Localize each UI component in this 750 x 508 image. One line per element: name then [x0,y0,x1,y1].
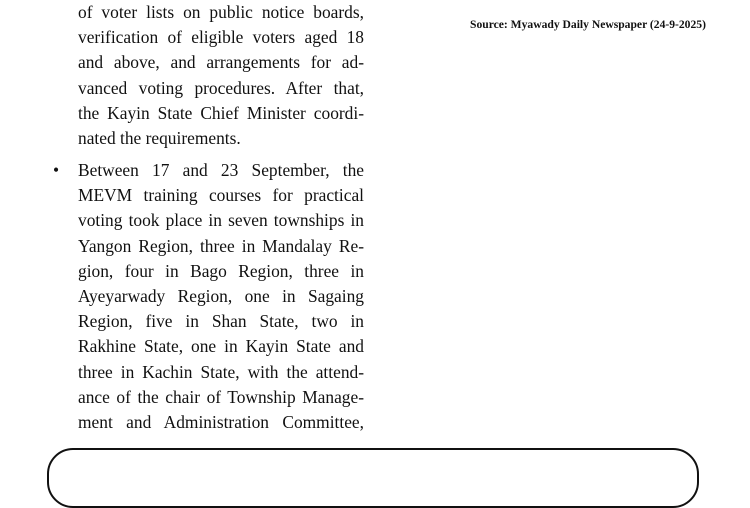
bullet-line: MEVM training courses for practical [78,185,364,206]
source-credit: Source: Myawady Daily Newspaper (24-9-2025) [470,18,706,31]
paragraph-line: vanced voting procedures. After that, [78,77,364,98]
paragraph-line: nated the requirements. [78,128,241,149]
bullet-line: ance of the chair of Township Manage- [78,386,364,407]
bullet-line: Rakhine State, one in Kayin State and [78,336,364,357]
paragraph-line: the Kayin State Chief Minister coordi- [78,102,364,123]
bullet-line: voting took place in seven townships in [78,210,364,231]
bullet-line: Region, five in Shan State, two in [78,311,364,332]
bottom-callout-box [47,448,699,508]
paragraph-line: verification of eligible voters aged 18 [78,27,364,48]
paragraph-line: and above, and arrangements for ad- [78,52,364,73]
bullet-line: gion, four in Bago Region, three in [78,260,364,281]
bullet-line: Yangon Region, three in Mandalay Re- [78,235,364,256]
bullet-line: ment and Administration Committee, [78,412,364,433]
bullet-marker: • [53,160,60,180]
bullet-line: three in Kachin State, with the attend- [78,361,364,382]
bullet-text [78,158,364,435]
bullet-line: Ayeyarwady Region, one in Sagaing [78,286,364,307]
bullet-line: Between 17 and 23 September, the [78,160,364,180]
continuation-paragraph [78,0,364,151]
paragraph-line: of voter lists on public notice boards, [78,2,364,22]
